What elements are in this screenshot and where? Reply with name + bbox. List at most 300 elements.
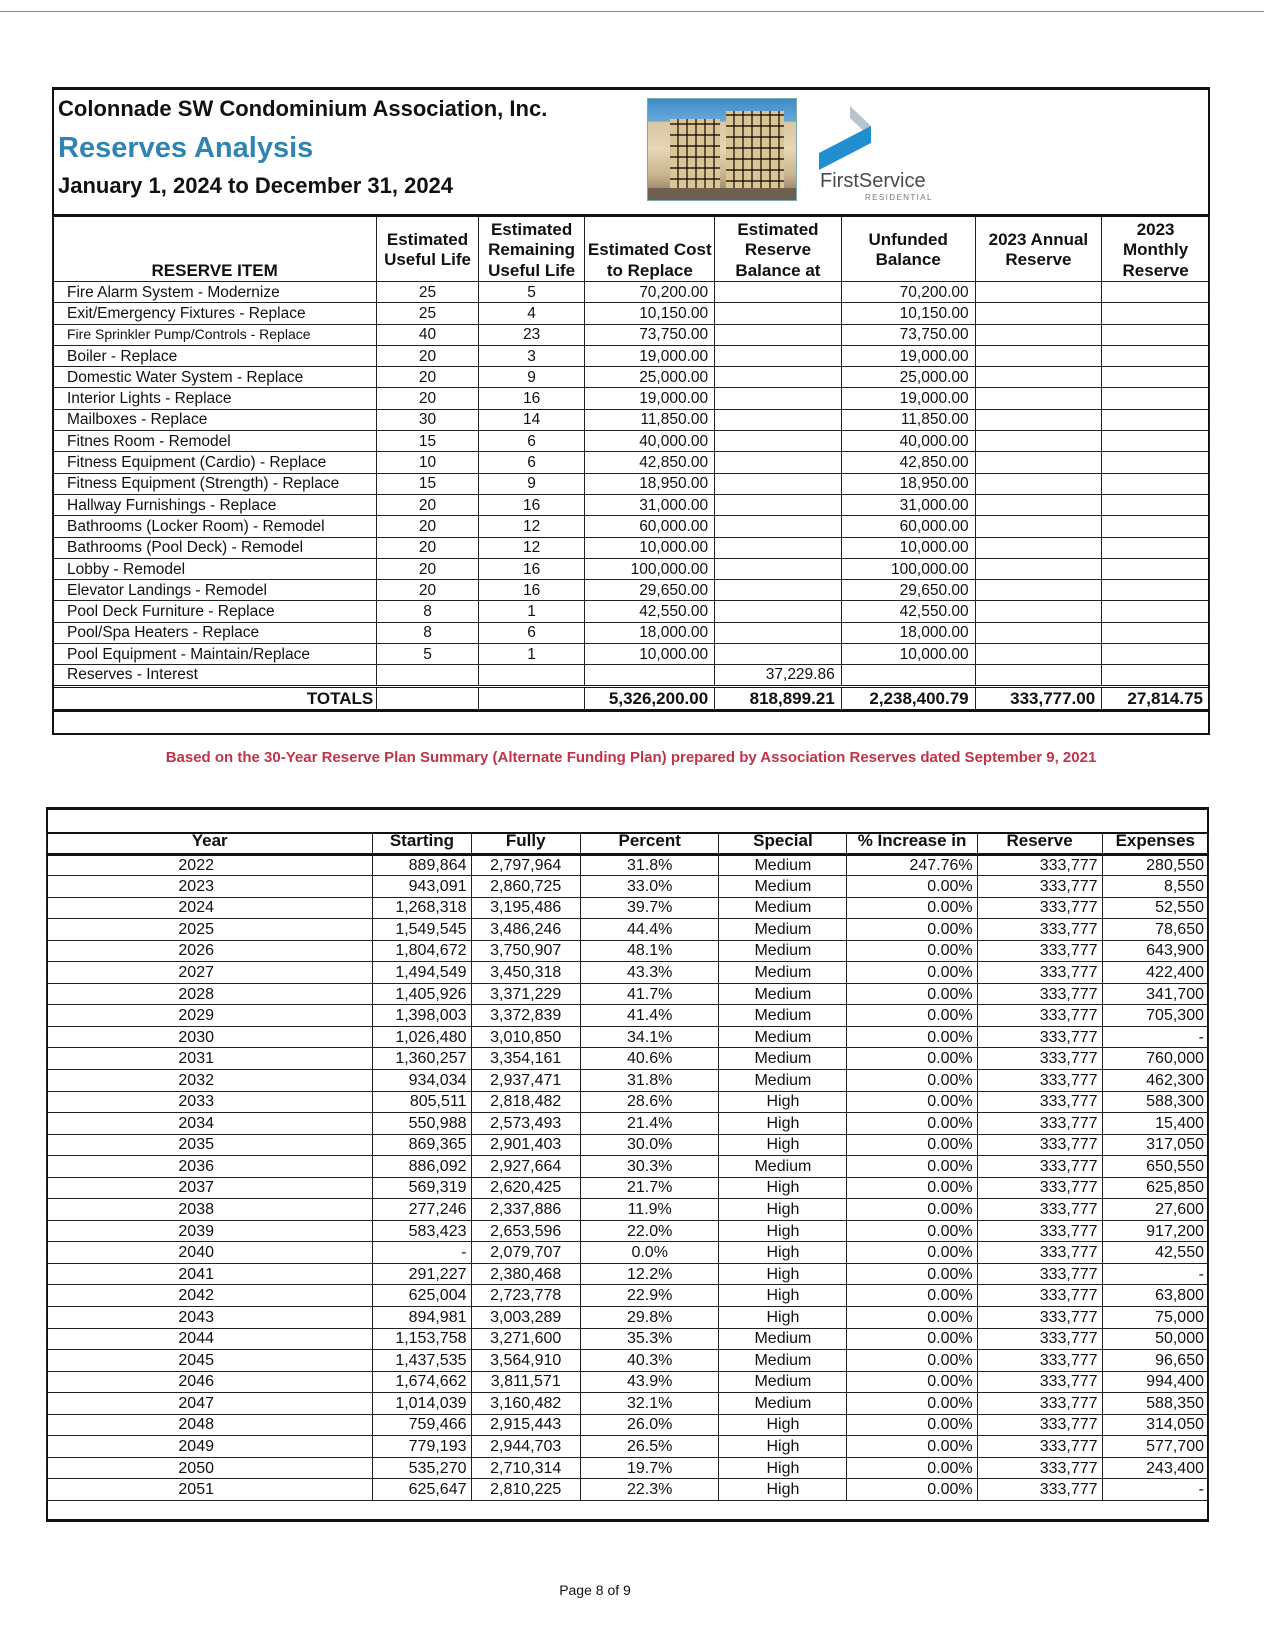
cell-useful-life: 25 <box>377 282 478 303</box>
cell-starting: 1,398,003 <box>373 1005 471 1027</box>
cell-useful-life: 15 <box>377 431 478 452</box>
cell-remaining: 6 <box>478 431 585 452</box>
cell-fully: 2,380,468 <box>471 1263 580 1285</box>
cell-special: High <box>719 1199 847 1221</box>
cell-monthly <box>1102 665 1210 686</box>
cell-expenses: 317,050 <box>1102 1134 1208 1156</box>
cell-special: High <box>719 1220 847 1242</box>
cell-increase: 0.00% <box>847 1113 977 1135</box>
table-row <box>53 665 1210 686</box>
cell-expenses: 462,300 <box>1102 1069 1208 1091</box>
cell-special: High <box>719 1457 847 1479</box>
table-row <box>47 1436 1209 1458</box>
table-row <box>53 494 1210 515</box>
cell-balance <box>715 367 842 388</box>
cell-annual <box>975 409 1102 430</box>
cell-increase: 0.00% <box>847 1134 977 1156</box>
cell-expenses: 8,550 <box>1102 876 1208 898</box>
table-row <box>47 1414 1209 1436</box>
cell-monthly <box>1102 431 1210 452</box>
cell-percent: 21.4% <box>580 1113 718 1135</box>
cell-percent: 0.0% <box>580 1242 718 1264</box>
cell-monthly <box>1102 452 1210 473</box>
cell-monthly <box>1102 282 1210 303</box>
cell-remaining: 6 <box>478 622 585 643</box>
cell-increase: 247.76% <box>847 854 977 876</box>
cell-annual <box>975 601 1102 622</box>
reserve-items-table <box>52 214 1210 712</box>
cell-increase: 0.00% <box>847 1393 977 1415</box>
cell-year: 2029 <box>47 1005 373 1027</box>
cell-increase: 0.00% <box>847 1328 977 1350</box>
cell-starting: 1,494,549 <box>373 962 471 984</box>
cell-starting: 1,549,545 <box>373 919 471 941</box>
cell-unfunded: 25,000.00 <box>841 367 975 388</box>
cell-year: 2049 <box>47 1436 373 1458</box>
reserve-item-name: Fire Sprinkler Pump/Controls - Replace <box>53 324 377 345</box>
cell-fully: 3,372,839 <box>471 1005 580 1027</box>
cell-increase: 0.00% <box>847 1177 977 1199</box>
cell-percent: 48.1% <box>580 940 718 962</box>
cell-percent: 39.7% <box>580 897 718 919</box>
cell-percent: 11.9% <box>580 1199 718 1221</box>
cell-fully: 2,901,403 <box>471 1134 580 1156</box>
date-range: January 1, 2024 to December 31, 2024 <box>58 173 454 198</box>
reserve-item-name: Domestic Water System - Replace <box>53 367 377 388</box>
table-row <box>47 1371 1209 1393</box>
cell-increase: 0.00% <box>847 919 977 941</box>
cell-starting: 550,988 <box>373 1113 471 1135</box>
cell-reserve: 333,777 <box>977 1285 1102 1307</box>
cell-annual <box>975 282 1102 303</box>
cell-remaining: 9 <box>478 473 585 494</box>
reserve-item-name: Bathrooms (Pool Deck) - Remodel <box>53 537 377 558</box>
cell-monthly <box>1102 644 1210 665</box>
table-row <box>53 303 1210 324</box>
cell-monthly <box>1102 494 1210 515</box>
cell-fully: 2,723,778 <box>471 1285 580 1307</box>
cell-reserve: 333,777 <box>977 1306 1102 1328</box>
reserve-item-name: Mailboxes - Replace <box>53 409 377 430</box>
table-row <box>53 580 1210 601</box>
cell-cost: 10,000.00 <box>585 537 715 558</box>
table-row <box>47 1048 1209 1070</box>
cell-unfunded: 40,000.00 <box>841 431 975 452</box>
cell-balance: 37,229.86 <box>715 665 842 686</box>
cell-remaining: 4 <box>478 303 585 324</box>
table-row <box>47 1306 1209 1328</box>
col-header: Expenses <box>1102 833 1208 854</box>
cell-expenses: 280,550 <box>1102 854 1208 876</box>
cell-special: Medium <box>719 876 847 898</box>
cell-cost: 100,000.00 <box>585 558 715 579</box>
cell-percent: 33.0% <box>580 876 718 898</box>
table-row <box>47 1285 1209 1307</box>
cell-special: Medium <box>719 1350 847 1372</box>
cell-fully: 3,195,486 <box>471 897 580 919</box>
cell-percent: 43.9% <box>580 1371 718 1393</box>
cell-reserve: 333,777 <box>977 1113 1102 1135</box>
reserve-item-name: Hallway Furnishings - Replace <box>53 494 377 515</box>
cell-year: 2046 <box>47 1371 373 1393</box>
cell-monthly <box>1102 537 1210 558</box>
cell-fully: 3,010,850 <box>471 1026 580 1048</box>
cell-remaining: 16 <box>478 494 585 515</box>
cell-special: Medium <box>719 1048 847 1070</box>
cell-cost <box>585 665 715 686</box>
source-note: Based on the 30-Year Reserve Plan Summary (Alternate Funding Plan) prepared by Association Reserves dated September 9, 2021 <box>165 749 1097 766</box>
cell-fully: 2,573,493 <box>471 1113 580 1135</box>
cell-percent: 22.0% <box>580 1220 718 1242</box>
cell-starting: 535,270 <box>373 1457 471 1479</box>
cell-reserve: 333,777 <box>977 1069 1102 1091</box>
cell-percent: 22.3% <box>580 1479 718 1501</box>
cell-reserve: 333,777 <box>977 1457 1102 1479</box>
cell-special: Medium <box>719 1156 847 1178</box>
cell-year: 2025 <box>47 919 373 941</box>
cell-useful-life: 20 <box>377 345 478 366</box>
cell-monthly <box>1102 473 1210 494</box>
cell-unfunded: 29,650.00 <box>841 580 975 601</box>
table-row <box>47 1177 1209 1199</box>
cell-unfunded: 19,000.00 <box>841 345 975 366</box>
cell-special: Medium <box>719 983 847 1005</box>
col-header: Fully <box>471 833 580 854</box>
cell-reserve: 333,777 <box>977 876 1102 898</box>
cell-special: Medium <box>719 854 847 876</box>
cell-balance <box>715 516 842 537</box>
cell-fully: 3,750,907 <box>471 940 580 962</box>
col-header: Unfunded Balance <box>841 216 975 282</box>
cell-reserve: 333,777 <box>977 1414 1102 1436</box>
cell-year: 2041 <box>47 1263 373 1285</box>
cell-percent: 41.7% <box>580 983 718 1005</box>
table-header-row <box>47 833 1209 854</box>
table-row <box>47 1199 1209 1221</box>
cell-unfunded: 19,000.00 <box>841 388 975 409</box>
cell <box>377 686 478 710</box>
table-row <box>53 558 1210 579</box>
cell-useful-life <box>377 665 478 686</box>
cell-expenses: 27,600 <box>1102 1199 1208 1221</box>
cell-year: 2024 <box>47 897 373 919</box>
cell-increase: 0.00% <box>847 1457 977 1479</box>
cell-fully: 2,915,443 <box>471 1414 580 1436</box>
cell-annual <box>975 558 1102 579</box>
cell-special: High <box>719 1263 847 1285</box>
cell-year: 2047 <box>47 1393 373 1415</box>
cell-cost: 10,000.00 <box>585 644 715 665</box>
cell-reserve: 333,777 <box>977 1177 1102 1199</box>
table-row <box>47 1457 1209 1479</box>
table-row <box>47 983 1209 1005</box>
cell-fully: 3,354,161 <box>471 1048 580 1070</box>
cell-reserve: 333,777 <box>977 1199 1102 1221</box>
cell-reserve: 333,777 <box>977 897 1102 919</box>
cell-remaining: 16 <box>478 580 585 601</box>
cell-starting: 569,319 <box>373 1177 471 1199</box>
cell-percent: 29.8% <box>580 1306 718 1328</box>
cell-year: 2051 <box>47 1479 373 1501</box>
cell-balance <box>715 580 842 601</box>
cell-increase: 0.00% <box>847 876 977 898</box>
cell-starting: 1,405,926 <box>373 983 471 1005</box>
cell-remaining: 16 <box>478 558 585 579</box>
total-annual: 333,777.00 <box>975 686 1102 710</box>
cell-monthly <box>1102 409 1210 430</box>
cell-unfunded: 70,200.00 <box>841 282 975 303</box>
cell-year: 2035 <box>47 1134 373 1156</box>
cell-monthly <box>1102 345 1210 366</box>
reserve-item-name: Reserves - Interest <box>53 665 377 686</box>
cell-unfunded: 42,550.00 <box>841 601 975 622</box>
cell-cost: 19,000.00 <box>585 388 715 409</box>
cell-fully: 2,620,425 <box>471 1177 580 1199</box>
table-row <box>47 1350 1209 1372</box>
totals-label: TOTALS <box>53 686 377 710</box>
cell-expenses: 705,300 <box>1102 1005 1208 1027</box>
cell-year: 2044 <box>47 1328 373 1350</box>
report-title: Reserves Analysis <box>58 132 314 164</box>
cell-fully: 3,564,910 <box>471 1350 580 1372</box>
cell-monthly <box>1102 622 1210 643</box>
cell-special: High <box>719 1177 847 1199</box>
cell-percent: 41.4% <box>580 1005 718 1027</box>
logo-wordmark: FirstService <box>820 170 926 192</box>
cell-balance <box>715 601 842 622</box>
cell-special: Medium <box>719 962 847 984</box>
cell-expenses: 650,550 <box>1102 1156 1208 1178</box>
cell-useful-life: 30 <box>377 409 478 430</box>
col-header: Estimated Reserve Balance at <box>715 216 842 282</box>
cell-percent: 22.9% <box>580 1285 718 1307</box>
cell-annual <box>975 367 1102 388</box>
table-row <box>53 367 1210 388</box>
cell-cost: 42,850.00 <box>585 452 715 473</box>
cell-annual <box>975 452 1102 473</box>
cell-starting: 1,026,480 <box>373 1026 471 1048</box>
cell-year: 2039 <box>47 1220 373 1242</box>
cell-fully: 2,860,725 <box>471 876 580 898</box>
col-header: 2023 Annual Reserve <box>975 216 1102 282</box>
cell-cost: 31,000.00 <box>585 494 715 515</box>
cell-percent: 40.6% <box>580 1048 718 1070</box>
cell-annual <box>975 431 1102 452</box>
cell-increase: 0.00% <box>847 1156 977 1178</box>
cell-fully: 3,160,482 <box>471 1393 580 1415</box>
col-header: Estimated Remaining Useful Life <box>478 216 585 282</box>
cell-special: Medium <box>719 897 847 919</box>
table-row <box>47 1242 1209 1264</box>
cell-year: 2040 <box>47 1242 373 1264</box>
cell-expenses: 52,550 <box>1102 897 1208 919</box>
cell <box>478 686 585 710</box>
col-header: RESERVE ITEM <box>53 216 377 282</box>
report-header <box>54 90 1208 220</box>
cell-starting: 583,423 <box>373 1220 471 1242</box>
cell-special: High <box>719 1306 847 1328</box>
reserve-item-name: Pool/Spa Heaters - Replace <box>53 622 377 643</box>
cell-reserve: 333,777 <box>977 1134 1102 1156</box>
cell-cost: 11,850.00 <box>585 409 715 430</box>
col-header: Year <box>47 833 373 854</box>
cell-year: 2027 <box>47 962 373 984</box>
cell-useful-life: 5 <box>377 644 478 665</box>
cell-expenses: 588,350 <box>1102 1393 1208 1415</box>
cell-year: 2043 <box>47 1306 373 1328</box>
cell-special: Medium <box>719 1393 847 1415</box>
totals-row <box>53 686 1210 710</box>
cell-remaining: 9 <box>478 367 585 388</box>
cell-percent: 26.0% <box>580 1414 718 1436</box>
cell-annual <box>975 665 1102 686</box>
cell-balance <box>715 473 842 494</box>
page-number: Page 8 of 9 <box>559 1582 631 1598</box>
cell-useful-life: 20 <box>377 494 478 515</box>
cell-percent: 31.8% <box>580 854 718 876</box>
cell-annual <box>975 345 1102 366</box>
cell-cost: 73,750.00 <box>585 324 715 345</box>
logo-subtext: RESIDENTIAL <box>865 193 933 202</box>
cell-expenses: - <box>1102 1263 1208 1285</box>
cell-unfunded: 42,850.00 <box>841 452 975 473</box>
cell-useful-life: 8 <box>377 622 478 643</box>
cell-expenses: 75,000 <box>1102 1306 1208 1328</box>
table-row <box>47 1005 1209 1027</box>
cell-fully: 2,710,314 <box>471 1457 580 1479</box>
cell-expenses: 50,000 <box>1102 1328 1208 1350</box>
cell-unfunded: 100,000.00 <box>841 558 975 579</box>
cell-starting: 1,268,318 <box>373 897 471 919</box>
cell-year: 2030 <box>47 1026 373 1048</box>
total-monthly: 27,814.75 <box>1102 686 1210 710</box>
cell-increase: 0.00% <box>847 1414 977 1436</box>
cell-annual <box>975 644 1102 665</box>
cell-year: 2022 <box>47 854 373 876</box>
cell-year: 2036 <box>47 1156 373 1178</box>
reserve-item-name: Pool Deck Furniture - Replace <box>53 601 377 622</box>
cell-starting: 934,034 <box>373 1069 471 1091</box>
reserve-item-name: Bathrooms (Locker Room) - Remodel <box>53 516 377 537</box>
building-photo <box>647 98 797 201</box>
cell-increase: 0.00% <box>847 1242 977 1264</box>
cell-special: Medium <box>719 1026 847 1048</box>
cell-useful-life: 20 <box>377 580 478 601</box>
cell-balance <box>715 431 842 452</box>
cell-fully: 2,079,707 <box>471 1242 580 1264</box>
cell-percent: 40.3% <box>580 1350 718 1372</box>
cell-cost: 18,000.00 <box>585 622 715 643</box>
cell-increase: 0.00% <box>847 1091 977 1113</box>
cell-reserve: 333,777 <box>977 940 1102 962</box>
cell-year: 2037 <box>47 1177 373 1199</box>
cell-remaining: 23 <box>478 324 585 345</box>
cell-expenses: 760,000 <box>1102 1048 1208 1070</box>
cell-reserve: 333,777 <box>977 983 1102 1005</box>
reserve-plan-table <box>46 832 1209 1501</box>
cell-year: 2050 <box>47 1457 373 1479</box>
cell-balance <box>715 282 842 303</box>
table-row <box>47 1263 1209 1285</box>
cell-fully: 3,811,571 <box>471 1371 580 1393</box>
cell-annual <box>975 580 1102 601</box>
cell-annual <box>975 324 1102 345</box>
cell-starting: 1,153,758 <box>373 1328 471 1350</box>
cell-balance <box>715 452 842 473</box>
cell-cost: 42,550.00 <box>585 601 715 622</box>
cell-annual <box>975 388 1102 409</box>
cell-unfunded: 31,000.00 <box>841 494 975 515</box>
cell-balance <box>715 324 842 345</box>
cell-useful-life: 10 <box>377 452 478 473</box>
table-row <box>53 324 1210 345</box>
reserve-item-name: Fitnes Room - Remodel <box>53 431 377 452</box>
cell-monthly <box>1102 324 1210 345</box>
cell-starting: 805,511 <box>373 1091 471 1113</box>
cell-monthly <box>1102 601 1210 622</box>
cell-special: High <box>719 1113 847 1135</box>
table-row <box>47 1026 1209 1048</box>
cell-starting: 1,437,535 <box>373 1350 471 1372</box>
cell-reserve: 333,777 <box>977 1242 1102 1264</box>
cell-remaining: 1 <box>478 644 585 665</box>
reserve-item-name: Fitness Equipment (Strength) - Replace <box>53 473 377 494</box>
cell-special: High <box>719 1134 847 1156</box>
cell-fully: 2,810,225 <box>471 1479 580 1501</box>
table-row <box>47 897 1209 919</box>
cell-balance <box>715 494 842 515</box>
cell-year: 2038 <box>47 1199 373 1221</box>
cell-expenses: 994,400 <box>1102 1371 1208 1393</box>
table-row <box>47 1479 1209 1501</box>
table-row <box>47 1328 1209 1350</box>
cell-special: High <box>719 1479 847 1501</box>
cell-increase: 0.00% <box>847 1048 977 1070</box>
table-row <box>53 644 1210 665</box>
reserve-item-name: Fitness Equipment (Cardio) - Replace <box>53 452 377 473</box>
table-row <box>53 409 1210 430</box>
cell-fully: 2,927,664 <box>471 1156 580 1178</box>
cell-year: 2042 <box>47 1285 373 1307</box>
cell-reserve: 333,777 <box>977 1005 1102 1027</box>
cell-year: 2033 <box>47 1091 373 1113</box>
cell-remaining: 1 <box>478 601 585 622</box>
cell-percent: 26.5% <box>580 1436 718 1458</box>
cell-starting: 625,004 <box>373 1285 471 1307</box>
cell-increase: 0.00% <box>847 940 977 962</box>
cell-annual <box>975 303 1102 324</box>
cell-cost: 10,150.00 <box>585 303 715 324</box>
cell-balance <box>715 537 842 558</box>
cell-reserve: 333,777 <box>977 919 1102 941</box>
cell-year: 2028 <box>47 983 373 1005</box>
cell-reserve: 333,777 <box>977 1091 1102 1113</box>
table-row <box>47 854 1209 876</box>
table-row <box>47 876 1209 898</box>
cell-starting: 779,193 <box>373 1436 471 1458</box>
reserve-item-name: Fire Alarm System - Modernize <box>53 282 377 303</box>
cell-unfunded: 73,750.00 <box>841 324 975 345</box>
col-header: Special <box>719 833 847 854</box>
cell-annual <box>975 537 1102 558</box>
cell-fully: 3,003,289 <box>471 1306 580 1328</box>
cell-remaining: 12 <box>478 516 585 537</box>
table-row <box>47 962 1209 984</box>
cell-cost: 60,000.00 <box>585 516 715 537</box>
cell-unfunded: 18,000.00 <box>841 622 975 643</box>
cell-starting: 889,864 <box>373 854 471 876</box>
cell-annual <box>975 516 1102 537</box>
